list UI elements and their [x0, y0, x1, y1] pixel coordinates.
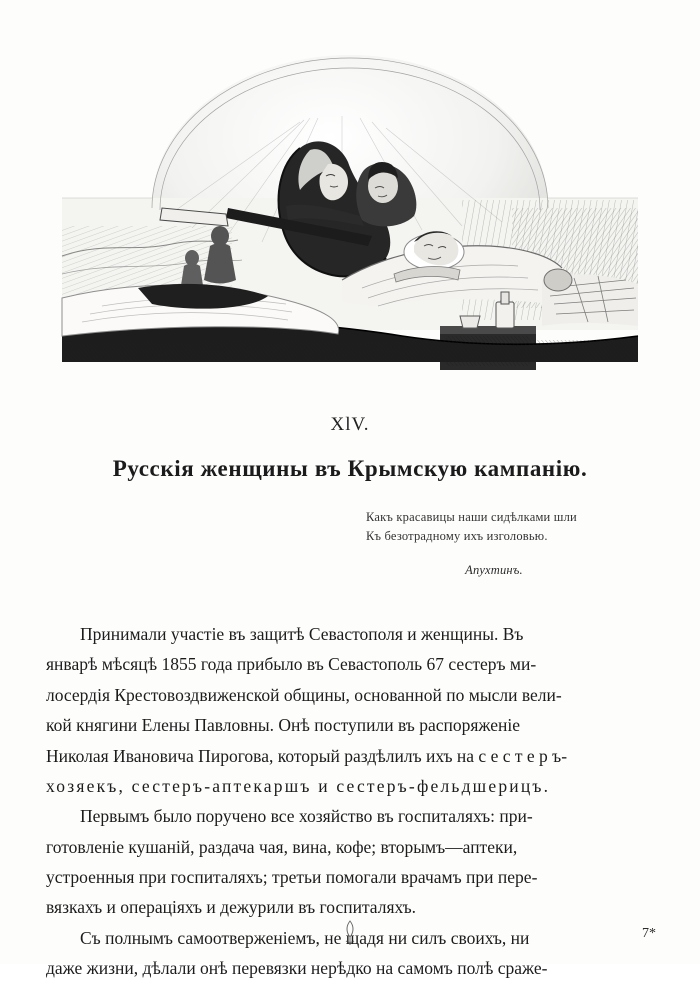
paragraph-line: устроенныя при госпиталяхъ; третьи помогали врачамъ при пере-: [46, 866, 538, 887]
paragraph-line: даже жизни, дѣлали онѣ перевязки нерѣдко на самомъ полѣ сраже-: [46, 957, 548, 978]
paragraph-line: хозяекъ, сестеръ-аптекаршъ и сестеръ-фельдшерицъ.: [46, 775, 551, 796]
paragraph-line: Первымъ было поручено все хозяйство въ госпиталяхъ: при-: [80, 806, 533, 827]
chapter-number: XlV.: [330, 414, 370, 435]
paragraph-line: январѣ мѣсяцѣ 1855 года прибыло въ Севастополь 67 сестеръ ми-: [46, 654, 537, 675]
paragraph-line: лосердія Крестовоздвиженской общины, основанной по мысли вели-: [46, 684, 562, 705]
text-content: [46, 414, 654, 984]
tail-ornament: [340, 920, 360, 946]
paragraph-line: Съ полнымъ самоотверженіемъ, не щадя ни силъ своихъ, ни: [80, 927, 530, 948]
paragraph-line: кой княгини Елены Павловны. Онѣ поступили въ распоряженіе: [46, 715, 521, 736]
paragraph-line: вязкахъ и операціяхъ и дежурили въ госпиталяхъ.: [46, 897, 417, 918]
epigraph: [366, 508, 646, 580]
paragraph-line: Николая Ивановича Пирогова, который раздѣлилъ ихъ на с е с т е р ъ-: [46, 745, 568, 766]
paragraph-line: готовленіе кушаній, раздача чая, вина, кофе; вторымъ—аптеки,: [46, 836, 518, 857]
page-folio: 7*: [642, 926, 656, 941]
epigraph-author: Апухтинъ.: [465, 562, 523, 577]
chapter-title: Русскія женщины въ Крымскую кампанію.: [112, 456, 588, 481]
engraving-illustration: [42, 30, 658, 390]
epigraph-line-2: Къ безотрадному ихъ изголовью.: [366, 529, 548, 544]
epigraph-line-1: Какъ красавицы наши сидѣлками шли: [366, 510, 577, 524]
paragraph-line: Принимали участіе въ защитѣ Севастополя и женщины. Въ: [80, 624, 524, 645]
